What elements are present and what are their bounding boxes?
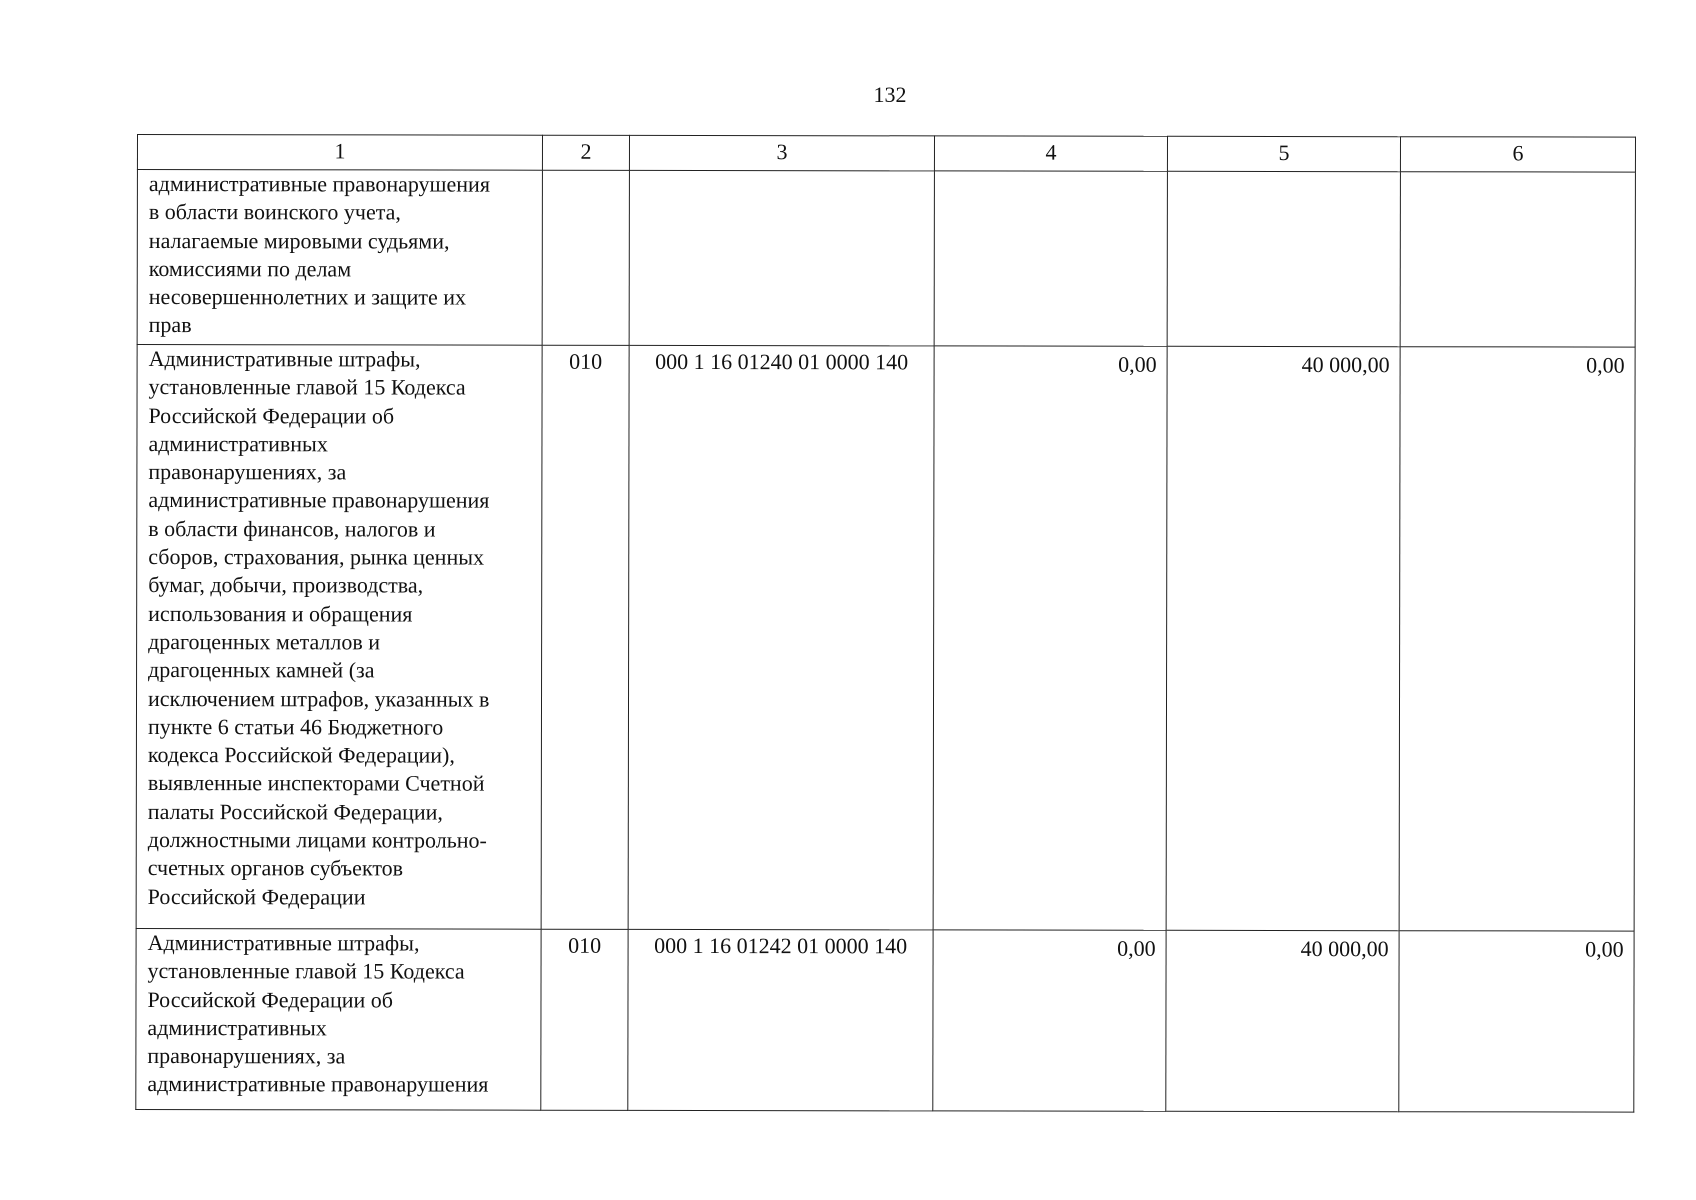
row-kbk-cell (629, 170, 934, 346)
row-description: Административные штрафы, установленные главой 15 Кодекса Российской Федерации об административных правонарушениях, за административные правонарушения в области финансов, налогов и сборов, страхования, рынка ценных бумаг, добычи, производства, использования и обращения драгоценных металлов и драгоценных камней (за исключением штрафов, указанных в пункте 6 статьи 46 Бюджетного кодекса Российской Федерации), выявленные инспекторами Счетной палаты Российской Федерации, должностными лицами контрольно- счетных органов субъектов Российской Федерации (147, 346, 490, 910)
row-col6-cell: 0,00 (1399, 347, 1635, 931)
row-col6-cell: 0,00 (1399, 931, 1634, 1112)
row-col5-cell (1167, 171, 1400, 346)
row-description: административные правонарушения в области воинского учета, налагаемые мировыми судьями, комиссиями по делам несовершеннолетних и защите их прав (148, 171, 490, 338)
page-number: 132 (873, 82, 907, 107)
header-cell-3: 3 (629, 135, 934, 171)
row-code-cell: 010 (541, 345, 629, 929)
row-col4-cell: 0,00 (933, 930, 1166, 1111)
row-kbk-cell: 000 1 16 01242 01 0000 140 (628, 929, 933, 1111)
header-row (137, 135, 1635, 173)
row-col4-cell (934, 171, 1167, 346)
header-cell-6: 6 (1400, 137, 1635, 172)
table-row (137, 170, 1635, 348)
revenue-table (135, 134, 1636, 1113)
row-code-cell: 010 (541, 929, 628, 1110)
header-cell-5: 5 (1167, 136, 1400, 171)
row-description-cell (137, 170, 542, 346)
row-col6-cell (1400, 172, 1635, 347)
row-description-cell (136, 345, 542, 930)
row-col5-cell: 40 000,00 (1166, 346, 1400, 930)
header-cell-1: 1 (137, 135, 542, 171)
row-description: Административные штрафы, установленные главой 15 Кодекса Российской Федерации об административных правонарушениях, за административные правонарушения (147, 930, 489, 1098)
row-kbk-cell: 000 1 16 01240 01 0000 140 (628, 345, 934, 930)
header-cell-4: 4 (934, 136, 1167, 171)
header-cell-2: 2 (542, 135, 629, 170)
row-description-cell (136, 928, 541, 1110)
row-col4-cell: 0,00 (933, 346, 1167, 930)
table-row (136, 928, 1634, 1112)
row-code-cell (542, 170, 629, 345)
table-row (136, 345, 1635, 932)
row-col5-cell: 40 000,00 (1166, 930, 1399, 1111)
